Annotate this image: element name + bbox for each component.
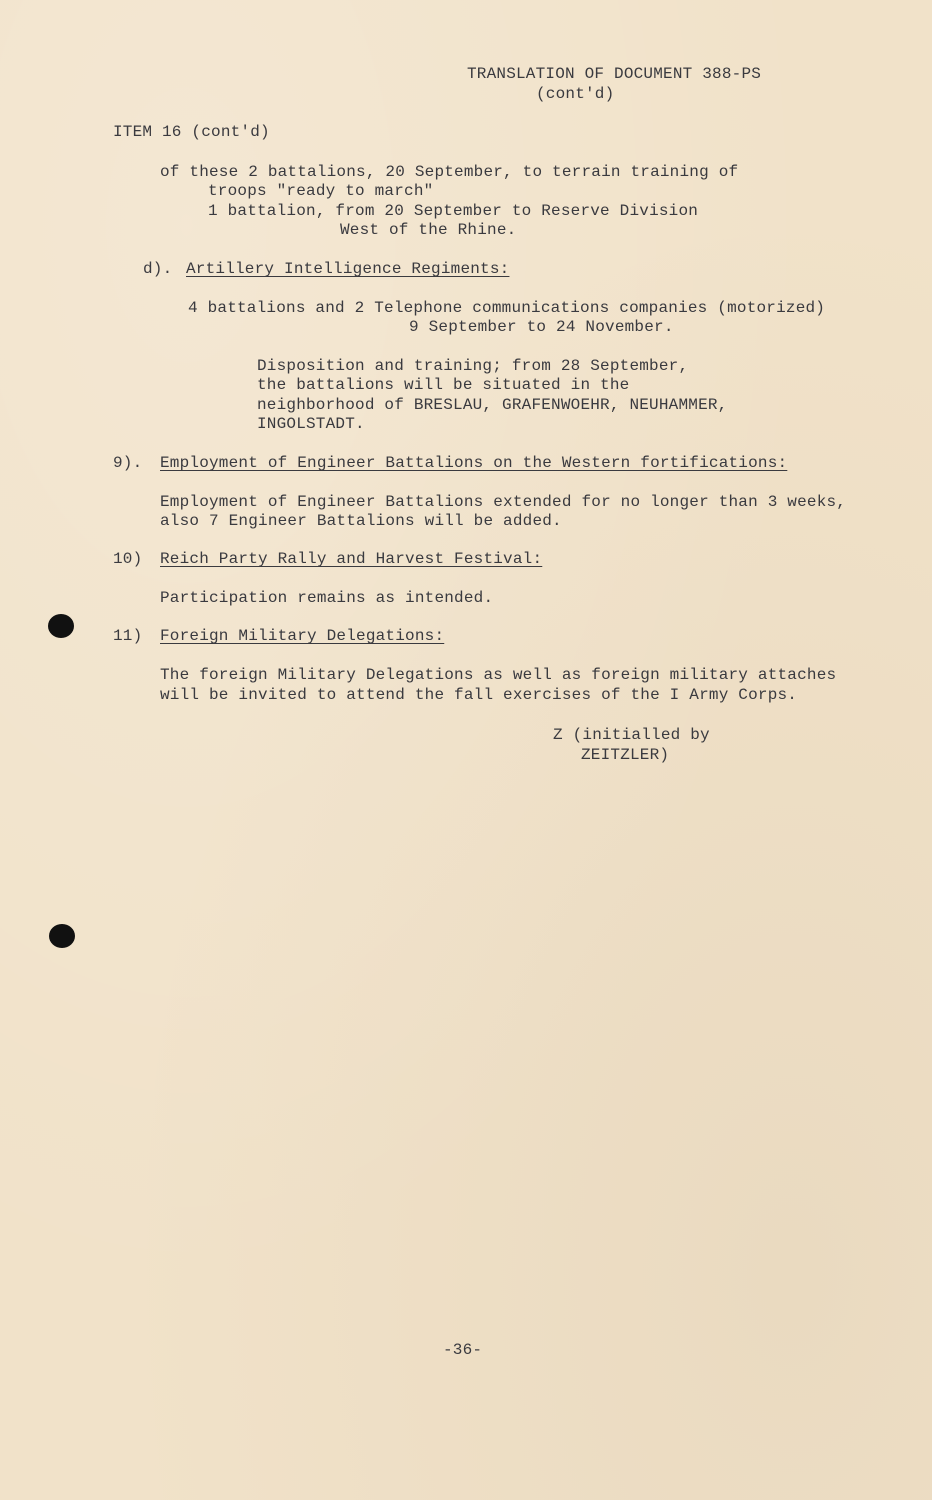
section-9-line-2: also 7 Engineer Battalions will be added. xyxy=(160,512,562,530)
section-d-label: d). xyxy=(143,260,173,278)
page-number: -36- xyxy=(443,1341,483,1359)
section-9-label: 9). xyxy=(113,454,143,472)
punch-hole-bottom xyxy=(49,924,75,948)
para-c-line-3: 1 battalion, from 20 September to Reserve Division xyxy=(208,202,699,220)
section-d-heading: Artillery Intelligence Regiments: xyxy=(186,260,510,278)
item-heading: ITEM 16 (cont'd) xyxy=(113,123,270,141)
section-9-line-1: Employment of Engineer Battalions extended for no longer than 3 weeks, xyxy=(160,493,847,511)
document-title: TRANSLATION OF DOCUMENT 388-PS xyxy=(467,65,762,83)
section-9-heading: Employment of Engineer Battalions on the Western fortifications: xyxy=(160,454,788,472)
section-11-label: 11) xyxy=(113,627,143,645)
document-cont-note: (cont'd) xyxy=(536,85,615,103)
para-c-line-1: of these 2 battalions, 20 September, to terrain training of xyxy=(160,163,739,181)
para-c-line-4: West of the Rhine. xyxy=(340,221,517,239)
section-d-line-1: 4 battalions and 2 Telephone communications companies (motorized) xyxy=(188,299,826,317)
section-11-heading: Foreign Military Delegations: xyxy=(160,627,445,645)
section-11-line-2: will be invited to attend the fall exercises of the I Army Corps. xyxy=(160,686,798,704)
section-d-disposition-4: INGOLSTADT. xyxy=(257,415,365,433)
section-d-line-2: 9 September to 24 November. xyxy=(409,318,674,336)
para-c-line-2: troops "ready to march" xyxy=(208,182,434,200)
section-11-line-1: The foreign Military Delegations as well as foreign military attaches xyxy=(160,666,837,684)
section-10-line-1: Participation remains as intended. xyxy=(160,589,494,607)
section-10-heading: Reich Party Rally and Harvest Festival: xyxy=(160,550,543,568)
section-d-disposition-3: neighborhood of BRESLAU, GRAFENWOEHR, NEUHAMMER, xyxy=(257,396,728,414)
section-d-disposition-1: Disposition and training; from 28 September, xyxy=(257,357,689,375)
punch-hole-top xyxy=(48,614,74,638)
section-d-disposition-2: the battalions will be situated in the xyxy=(257,376,630,394)
section-10-label: 10) xyxy=(113,550,143,568)
signature-line-1: Z (initialled by xyxy=(553,726,710,744)
signature-line-2: ZEITZLER) xyxy=(581,746,670,764)
